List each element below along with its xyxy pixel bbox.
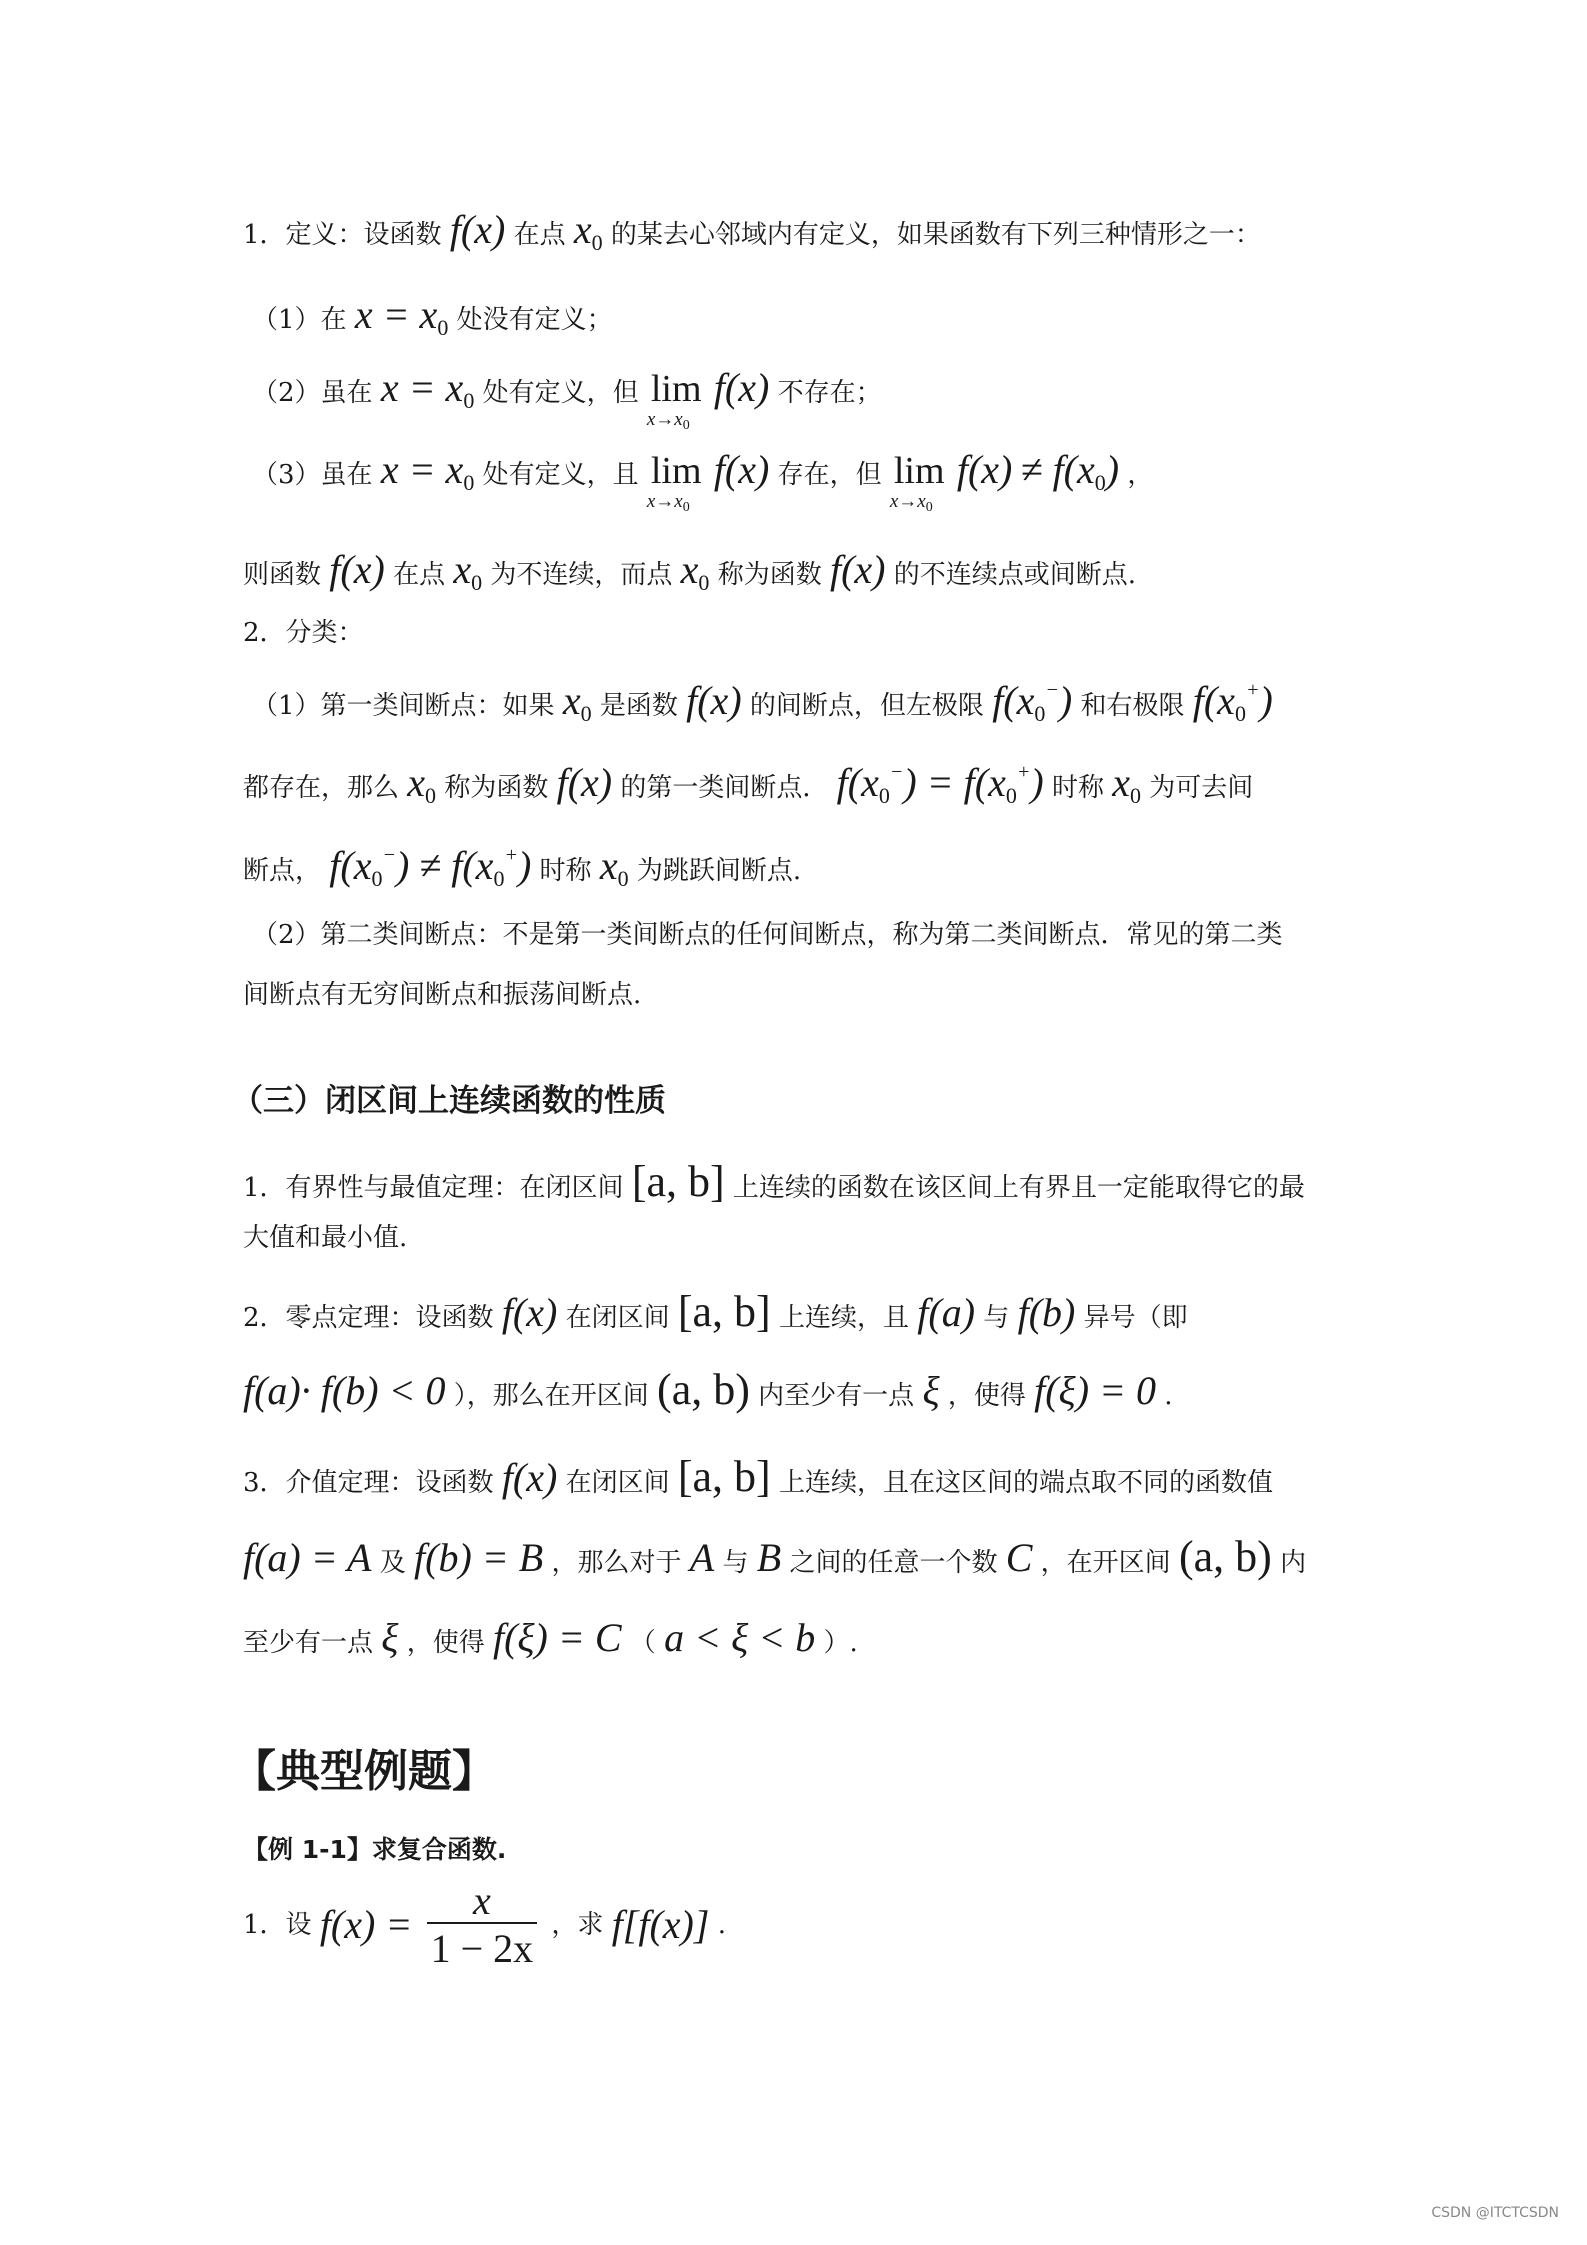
kind-1-line-1: （1）第一类间断点：如果 $x_0$ 是函数 f(x) 的间断点，但左极限 $f(x_0^-)$ 和右极限 $f(x_0^+)$ bbox=[252, 678, 1273, 726]
definition-conclusion: 则函数 f(x) 在点 $x_0$ 为不连续，而点 $x_0$ 称为函数 f(x) 的不连续点或间断点. bbox=[243, 547, 1137, 595]
theorem-1-line-2: 大值和最小值. bbox=[243, 1223, 408, 1253]
limit-expression: lim $x\to x_0$ bbox=[646, 450, 702, 515]
theorem-3-line-2: f(a) = A 及 f(b) = B ，那么对于 A 与 B 之间的任意一个数 C ，在开区间 (a, b) 内 bbox=[243, 1532, 1307, 1581]
classify-title: 2．分类： bbox=[243, 618, 364, 648]
theorem-3-line-1: 3．介值定理：设函数 f(x) 在闭区间 [a, b] 上连续，且在这区间的端点取不同的函数值 bbox=[243, 1452, 1273, 1501]
section-3-heading: （三）闭区间上连续函数的性质 bbox=[232, 1083, 666, 1119]
math-x0: $x_0$ bbox=[573, 207, 603, 255]
theorem-2-line-2: f(a)· f(b) < 0 ），那么在开区间 (a, b) 内至少有一点 ξ ，使得 f(ξ) = 0 . bbox=[243, 1365, 1173, 1414]
kind-1-line-3: 断点， $f(x_0^-) \ne f(x_0^+)$ 时称 $x_0$ 为跳跃间断点. bbox=[243, 843, 802, 891]
case-1: （1）在 $x = x_0$ 处没有定义； bbox=[252, 292, 613, 340]
theorem-3-line-3: 至少有一点 ξ ，使得 f(ξ) = C （ a < ξ < b ）. bbox=[243, 1615, 858, 1660]
kind-2-line-2: 间断点有无穷间断点和振荡间断点. bbox=[243, 980, 642, 1010]
limit-expression: lim $x\to x_0$ bbox=[646, 368, 702, 433]
case-2: （2）虽在 $x = x_0$ 处有定义，但 lim $x\to x_0$ f(x) 不存在； bbox=[252, 365, 882, 433]
theorem-1-line-1: 1．有界性与最值定理：在闭区间 [a, b] 上连续的函数在该区间上有界且一定能取得它的最 bbox=[243, 1157, 1305, 1206]
math-fx: f(x) bbox=[449, 207, 506, 252]
case-3: （3）虽在 $x = x_0$ 处有定义，且 lim $x\to x_0$ f(x) 存在，但 lim $x\to x_0$ $f(x) \ne f(x_0)$ ， bbox=[252, 447, 1154, 515]
limit-expression: lim $x\to x_0$ bbox=[889, 450, 945, 515]
examples-heading: 【典型例题】 bbox=[232, 1746, 496, 1797]
footer-watermark: CSDN @ITCTCSDN bbox=[1431, 2205, 1559, 2221]
example-label: 【例 1-1】求复合函数. bbox=[243, 1835, 507, 1864]
kind-2-line-1: （2）第二类间断点：不是第一类间断点的任何间断点，称为第二类间断点．常见的第二类 bbox=[252, 920, 1283, 950]
question-1: 1．设 f(x) = $\frac{x}{1 - 2x}$ ，求 f[f(x)] . bbox=[243, 1878, 726, 1971]
definition-line: 1．定义：设函数 f(x) 在点 $x_0$ 的某去心邻域内有定义，如果函数有下列三种情形之一： bbox=[243, 207, 1261, 255]
theorem-2-line-1: 2．零点定理：设函数 f(x) 在闭区间 [a, b] 上连续，且 f(a) 与 f(b) 异号（即 bbox=[243, 1287, 1188, 1336]
kind-1-line-2: 都存在，那么 $x_0$ 称为函数 f(x) 的第一类间断点． $f(x_0^-) = f(x_0^+)$ 时称 $x_0$ 为可去间 bbox=[243, 760, 1254, 808]
fraction: $\frac{x}{1 - 2x}$ bbox=[427, 1880, 538, 1970]
